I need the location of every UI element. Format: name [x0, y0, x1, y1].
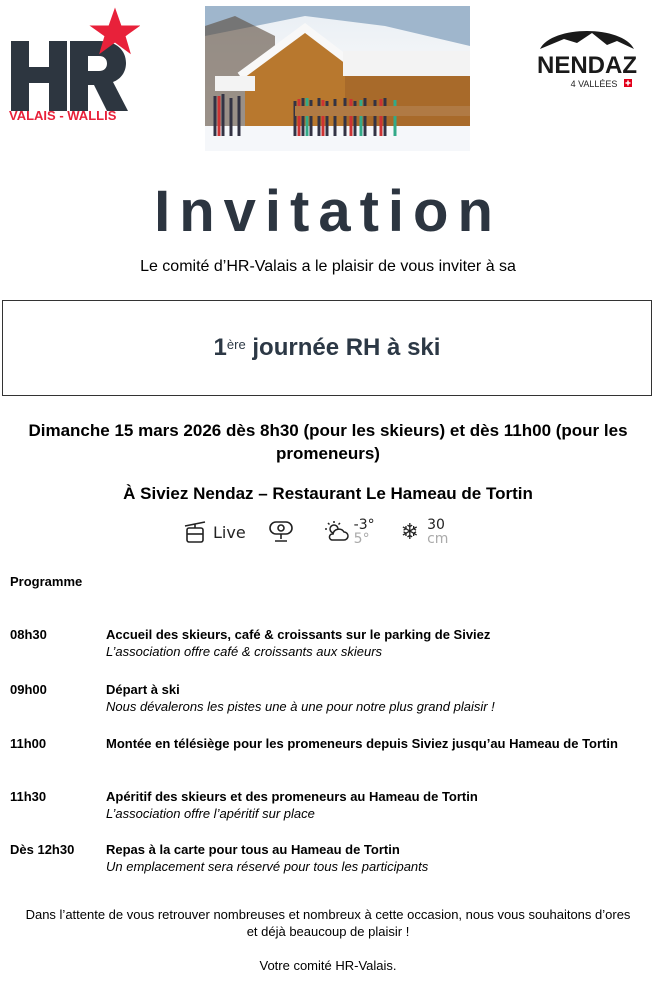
snow-value: 30 — [427, 517, 445, 533]
svg-text:4 VALLÉES: 4 VALLÉES — [570, 79, 618, 89]
programme-time: 09h00 — [10, 682, 47, 697]
programme-time: 08h30 — [10, 627, 47, 642]
webcam-icon[interactable] — [268, 520, 294, 544]
conditions-bar — [183, 518, 448, 546]
snow-depth — [427, 518, 448, 546]
gondola-icon — [183, 520, 207, 544]
event-name: journée RH à ski — [252, 334, 441, 361]
programme-note: L’association offre café & croissants aux skieurs — [106, 644, 383, 659]
invitation-title: Invitation — [154, 179, 502, 244]
programme-activity: Apéritif des skieurs et des promeneurs au Hameau de Tortin — [106, 789, 478, 804]
snowflake-icon: ❄ — [400, 519, 420, 545]
programme-note: Un emplacement sera réservé pour tous les participants — [106, 859, 429, 874]
programme-activity: Montée en télésiège pour les promeneurs depuis Siviez jusqu’au Hameau de Tortin — [106, 736, 618, 751]
live-label: Live — [213, 522, 246, 542]
event-name-box — [2, 300, 652, 396]
programme-item — [10, 626, 643, 660]
programme-time: Dès 12h30 — [10, 842, 75, 857]
nendaz-logo — [522, 25, 652, 91]
event-ordinal: 1 — [213, 334, 227, 361]
snow-unit: cm — [427, 531, 449, 547]
temp-high: -3° — [353, 517, 375, 533]
programme-activity: Repas à la carte pour tous au Hameau de Tortin — [106, 842, 400, 857]
event-place: À Siviez Nendaz – Restaurant Le Hameau de Tortin — [123, 484, 533, 503]
signature: Votre comité HR-Valais. — [259, 958, 397, 973]
programme-item — [10, 841, 643, 875]
event-date: Dimanche 15 mars 2026 dès 8h30 (pour les skieurs) et dès 11h00 (pour les promeneurs) — [28, 421, 628, 463]
programme-item — [10, 681, 643, 715]
programme-time: 11h30 — [10, 789, 47, 804]
programme-item — [10, 788, 643, 822]
partly-cloudy-icon — [324, 520, 350, 544]
svg-text:VALAIS - WALLIS: VALAIS - WALLIS — [9, 108, 117, 123]
programme-note: Nous dévalerons les pistes une à une pour notre plus grand plaisir ! — [106, 699, 495, 714]
event-ordinal-suffix: ère — [226, 336, 246, 352]
svg-text:NENDAZ: NENDAZ — [537, 52, 637, 79]
restaurant-photo — [205, 6, 470, 151]
closing-message: Dans l’attente de vous retrouver nombreuses et nombreux à cette occasion, nous vous souhaitons d’ores et déjà beaucoup de plaisir ! — [25, 907, 631, 939]
invitation-subtitle: Le comité d’HR-Valais a le plaisir de vous inviter à sa — [140, 258, 516, 275]
temperature — [354, 518, 375, 546]
programme-heading: Programme — [10, 574, 83, 589]
programme-time: 11h00 — [10, 736, 47, 751]
programme-note: L’association offre l’apéritif sur place — [106, 806, 315, 821]
hr-valais-logo — [8, 5, 140, 123]
temp-low: 5° — [353, 531, 370, 547]
live-cam-link[interactable] — [183, 520, 246, 544]
programme-item — [10, 735, 643, 752]
programme-activity: Départ à ski — [106, 682, 180, 697]
programme-activity: Accueil des skieurs, café & croissants sur le parking de Siviez — [106, 627, 491, 642]
